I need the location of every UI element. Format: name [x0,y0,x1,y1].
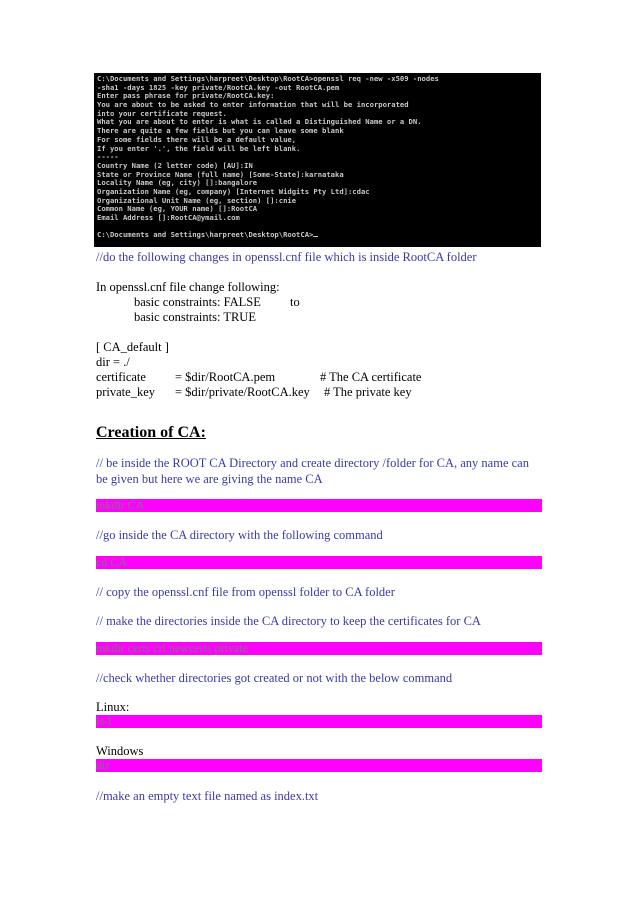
terminal-line: Organizational Unit Name (eg, section) []:cnie [97,195,297,205]
comment-openssl-cnf: //do the following changes in openssl.cnf file which is inside RootCA folder [96,250,477,264]
terminal-line: If you enter '.', the field will be left blank. [97,143,301,153]
change-from: basic constraints: FALSE [134,295,261,309]
terminal-line: into your certificate request. [97,108,227,118]
ca-default-section: [ CA_default ] [96,340,169,354]
section-heading: Creation of CA: [96,424,206,441]
terminal-line: Enter pass phrase for private/RootCA.key: [97,91,275,101]
comment-check-dirs: //check whether directories got created or not with the below command [96,671,453,685]
command-dir: dir [96,759,542,772]
certificate-key: certificate [96,370,146,384]
comment-cd: //go inside the CA directory with the following command [96,528,383,542]
cursor-icon [313,236,318,238]
comment-index-txt: //make an empty text file named as index.txt [96,789,319,803]
change-intro: In openssl.cnf file change following: [96,280,280,294]
change-to-word: to [290,295,300,309]
terminal-line: What you are about to enter is what is called a Distinguished Name or a DN. [97,117,422,127]
comment-create-dir-2: be given but here we are giving the name CA [96,472,323,486]
terminal-line: Organization Name (eg, company) [Internet Widgits Pty Ltd]:cdac [97,186,370,196]
dir-line: dir = ./ [96,355,130,369]
private-key-value: = $dir/private/RootCA.key [175,385,310,399]
terminal-line: State or Province Name (full name) [Some-State]:karnataka [97,169,344,179]
comment-create-dir-1: // be inside the ROOT CA Directory and create directory /folder for CA, any name can [96,456,529,470]
terminal-line: -sha1 -days 1825 -key private/RootCA.key -out RootCA.pem [97,82,340,92]
private-key-comment: # The private key [324,385,412,399]
comment-copy-cnf: // copy the openssl.cnf file from openssl folder to CA folder [96,585,395,599]
change-to: basic constraints: TRUE [134,310,256,324]
comment-make-dirs: // make the directories inside the CA directory to keep the certificates for CA [96,614,481,628]
terminal-line: Country Name (2 letter code) [AU]:IN [97,160,253,170]
private-key-key: private_key [96,385,156,399]
command-ls: ls-l [96,715,542,728]
label-linux: Linux: [96,700,130,714]
certificate-value: = $dir/RootCA.pem [175,370,276,384]
label-windows: Windows [96,744,144,758]
terminal-line: Email Address []:RootCA@ymail.com [97,213,240,222]
terminal-screenshot [94,73,541,247]
command-cd-ca: cd CA [96,556,542,569]
certificate-comment: # The CA certificate [320,370,422,384]
terminal-line: C:\Documents and Settings\harpreet\Desktop\RootCA> [97,231,538,240]
terminal-line: Common Name (eg, YOUR name) []:RootCA [97,204,258,214]
terminal-line: There are quite a few fields but you can leave some blank [97,126,344,136]
terminal-line: C:\Documents and Settings\harpreet\Desktop\RootCA>openssl req -new -x509 -nodes [97,74,439,83]
terminal-line: Locality Name (eg, city) []:bangalore [97,178,258,188]
terminal-line: You are about to be asked to enter information that will be incorporated [97,100,409,110]
command-mkdir-dirs: mkdir certs crl newcerts private [96,642,542,655]
command-mkdir-ca: mkdir CA [96,499,542,512]
terminal-line: For some fields there will be a default value, [97,134,297,144]
terminal-line: ----- [97,152,119,162]
